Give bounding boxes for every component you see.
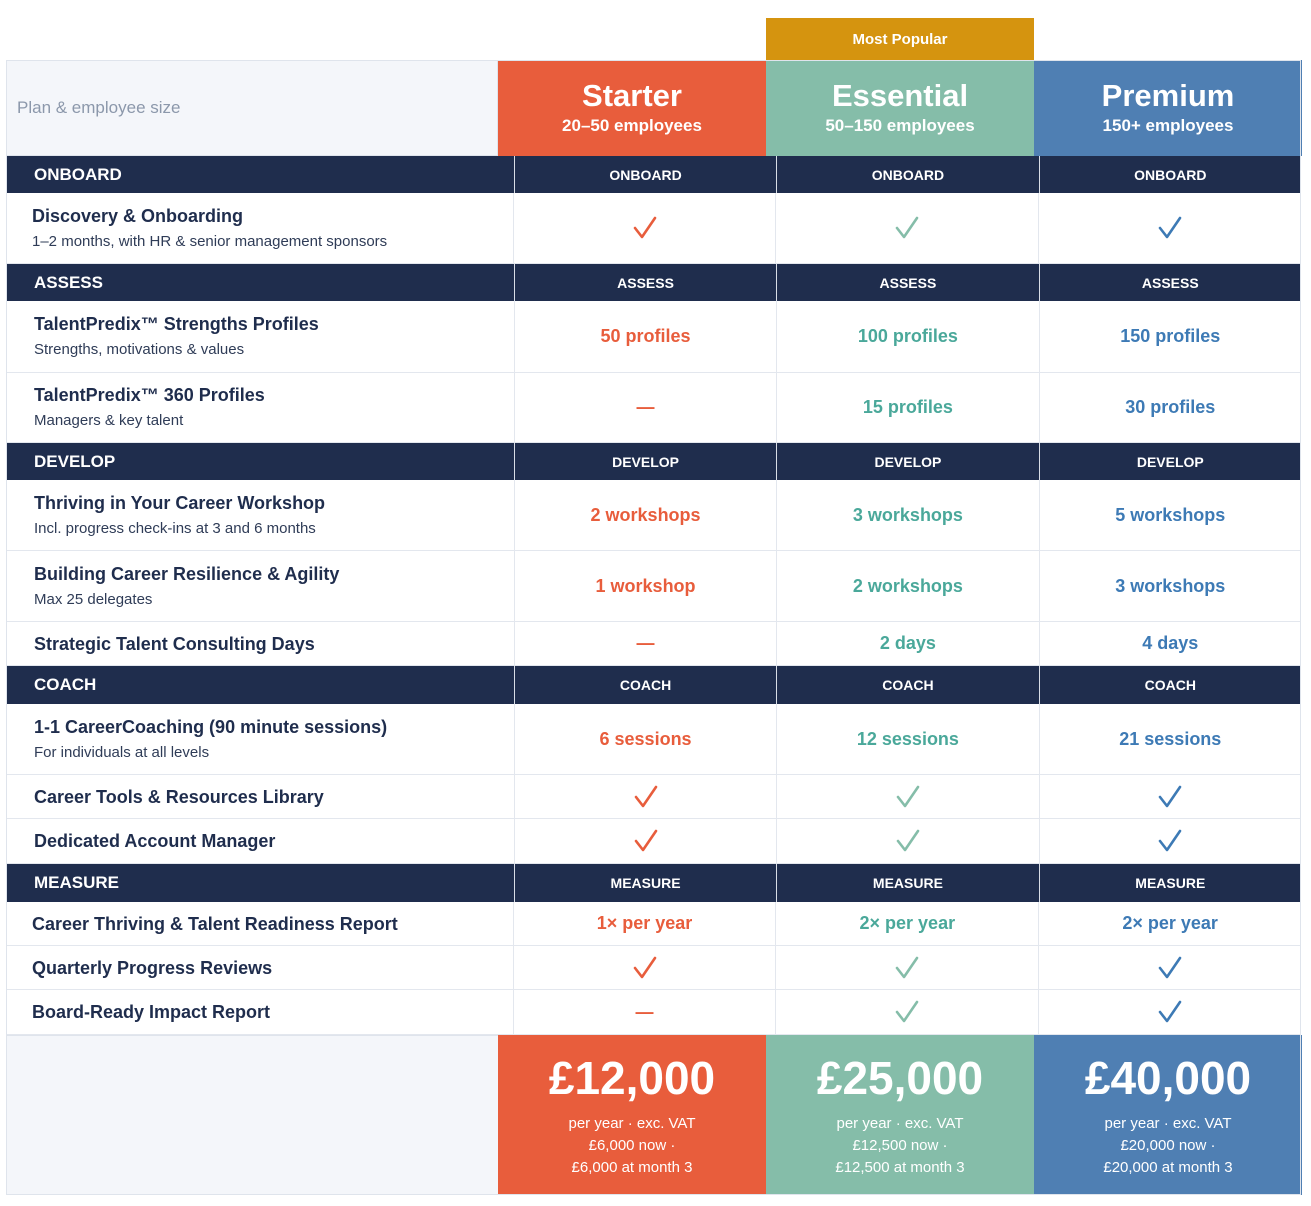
section-label: ASSESS <box>34 272 103 292</box>
feature-subtitle: 1–2 months, with HR & senior management sponsors <box>32 232 388 250</box>
plan-size: 20–50 employees <box>562 116 702 135</box>
section-col-label: ASSESS <box>776 264 1038 301</box>
feature-cell: 30 profiles <box>1039 373 1301 442</box>
feature-row <box>6 704 1301 775</box>
feature-cell: — <box>514 373 776 442</box>
check-icon <box>1158 955 1182 981</box>
feature-title: TalentPredix™ Strengths Profiles <box>34 314 319 334</box>
section-label: COACH <box>34 675 97 694</box>
feature-row <box>6 819 1301 864</box>
feature-row <box>6 301 1301 373</box>
check-icon <box>896 828 920 854</box>
feature-cell: 1 workshop <box>514 551 776 621</box>
check-icon <box>633 955 657 981</box>
check-icon <box>895 955 919 981</box>
section-col-label: ONBOARD <box>776 156 1038 193</box>
feature-cell: — <box>514 622 776 665</box>
feature-title: Thriving in Your Career Workshop <box>34 492 326 513</box>
section-assess <box>6 264 1301 301</box>
price-amount: £25,000 <box>816 1052 984 1104</box>
feature-cell: 2 workshops <box>514 480 776 550</box>
feature-cell: 2× per year <box>775 902 1038 945</box>
feature-cell <box>775 990 1038 1034</box>
feature-cell <box>776 775 1038 818</box>
feature-title: Strategic Talent Consulting Days <box>34 633 315 654</box>
price-row-blank <box>6 1035 498 1195</box>
feature-row <box>6 193 1301 264</box>
section-col-label: ASSESS <box>514 264 776 301</box>
feature-title: Discovery & Onboarding <box>32 205 244 226</box>
plan-size: 150+ employees <box>1102 116 1234 135</box>
feature-cell <box>1038 193 1301 263</box>
section-label: ONBOARD <box>34 164 122 184</box>
price-instalment-2: £20,000 at month 3 <box>1103 1159 1233 1176</box>
price-terms: per year · exc. VAT <box>568 1115 696 1132</box>
section-col-label: ONBOARD <box>514 156 776 193</box>
plan-size: 50–150 employees <box>825 116 975 135</box>
feature-title: TalentPredix™ 360 Profiles <box>34 385 265 405</box>
plan-name: Starter <box>582 78 682 113</box>
section-col-label: MEASURE <box>514 864 776 902</box>
feature-title: Dedicated Account Manager <box>34 831 276 851</box>
feature-subtitle: Max 25 delegates <box>34 590 153 608</box>
feature-cell: — <box>513 990 776 1034</box>
feature-title: Quarterly Progress Reviews <box>32 957 273 978</box>
section-col-label: DEVELOP <box>776 443 1038 480</box>
feature-subtitle: Strengths, motivations & values <box>34 341 245 358</box>
check-icon <box>633 215 657 241</box>
check-icon <box>634 828 658 854</box>
feature-cell: 3 workshops <box>776 480 1038 550</box>
section-col-label: COACH <box>514 666 776 704</box>
feature-title: Career Thriving & Talent Readiness Report <box>32 913 398 934</box>
check-icon <box>1158 828 1182 854</box>
section-col-label: MEASURE <box>776 864 1038 902</box>
price-amount: £40,000 <box>1084 1052 1252 1104</box>
check-icon <box>1158 784 1182 810</box>
feature-title: Career Tools & Resources Library <box>34 786 324 807</box>
section-col-label: DEVELOP <box>514 443 776 480</box>
price-amount: £12,000 <box>548 1052 716 1104</box>
plan-header-premium <box>1034 60 1302 156</box>
feature-cell <box>1039 775 1301 818</box>
plan-name: Essential <box>831 78 969 113</box>
price-instalment-1: £6,000 now · <box>588 1137 676 1154</box>
feature-subtitle: For individuals at all levels <box>34 743 210 761</box>
plan-header-starter <box>498 60 766 156</box>
feature-cell: 150 profiles <box>1039 301 1301 372</box>
section-col-label: ONBOARD <box>1039 156 1301 193</box>
feature-cell: 100 profiles <box>776 301 1038 372</box>
price-starter <box>498 1035 766 1195</box>
feature-cell <box>1038 990 1301 1034</box>
section-col-label: COACH <box>1039 666 1301 704</box>
section-label: DEVELOP <box>34 451 116 471</box>
feature-title: 1-1 CareerCoaching (90 minute sessions) <box>34 716 388 737</box>
check-icon <box>895 215 919 241</box>
most-popular-badge: Most Popular <box>766 18 1034 60</box>
section-col-label: MEASURE <box>1039 864 1301 902</box>
price-instalment-1: £20,000 now · <box>1120 1137 1216 1154</box>
price-essential <box>766 1035 1034 1195</box>
feature-cell: 2 days <box>776 622 1038 665</box>
feature-cell: 5 workshops <box>1039 480 1301 550</box>
feature-title: Building Career Resilience & Agility <box>34 563 340 584</box>
feature-cell: 50 profiles <box>514 301 776 372</box>
feature-cell: 2× per year <box>1038 902 1301 945</box>
price-terms: per year · exc. VAT <box>836 1115 964 1132</box>
section-col-label: COACH <box>776 666 1038 704</box>
section-col-label: DEVELOP <box>1039 443 1301 480</box>
feature-cell: 1× per year <box>513 902 776 945</box>
feature-cell: 2 workshops <box>776 551 1038 621</box>
feature-cell: 21 sessions <box>1039 704 1301 774</box>
price-instalment-2: £12,500 at month 3 <box>835 1159 965 1176</box>
feature-cell <box>513 193 776 263</box>
feature-cell <box>1038 946 1301 989</box>
feature-cell: 4 days <box>1039 622 1301 665</box>
feature-cell: 15 profiles <box>776 373 1038 442</box>
plan-name: Premium <box>1101 78 1235 113</box>
feature-cell <box>775 946 1038 989</box>
feature-cell <box>514 775 776 818</box>
feature-cell <box>775 193 1038 263</box>
feature-cell: 3 workshops <box>1039 551 1301 621</box>
feature-row <box>6 373 1301 443</box>
feature-cell <box>514 819 776 863</box>
check-icon <box>1158 215 1182 241</box>
feature-row <box>6 990 1301 1035</box>
feature-cell <box>776 819 1038 863</box>
feature-row <box>6 480 1301 551</box>
feature-row <box>6 622 1301 666</box>
check-icon <box>634 784 658 810</box>
section-label: MEASURE <box>34 873 120 892</box>
feature-cell: 6 sessions <box>514 704 776 774</box>
check-icon <box>1158 999 1182 1025</box>
check-icon <box>896 784 920 810</box>
check-icon <box>895 999 919 1025</box>
price-instalment-2: £6,000 at month 3 <box>571 1159 693 1176</box>
feature-row <box>6 551 1301 622</box>
feature-cell <box>1039 819 1301 863</box>
feature-cell <box>513 946 776 989</box>
plan-header-essential <box>766 60 1034 156</box>
feature-subtitle: Incl. progress check-ins at 3 and 6 months <box>34 519 316 537</box>
feature-cell: 12 sessions <box>776 704 1038 774</box>
price-instalment-1: £12,500 now · <box>852 1137 948 1154</box>
section-col-label: ASSESS <box>1039 264 1301 301</box>
feature-row <box>6 902 1301 946</box>
section-onboard <box>6 156 1301 193</box>
section-coach <box>6 666 1301 704</box>
price-premium <box>1034 1035 1302 1195</box>
feature-row <box>6 946 1301 990</box>
section-measure <box>6 864 1301 902</box>
feature-title: Board-Ready Impact Report <box>32 1002 271 1022</box>
price-terms: per year · exc. VAT <box>1104 1115 1232 1132</box>
section-develop <box>6 443 1301 480</box>
feature-row <box>6 775 1301 819</box>
plan-size-header-label: Plan & employee size <box>6 60 498 156</box>
feature-subtitle: Managers & key talent <box>34 412 184 429</box>
